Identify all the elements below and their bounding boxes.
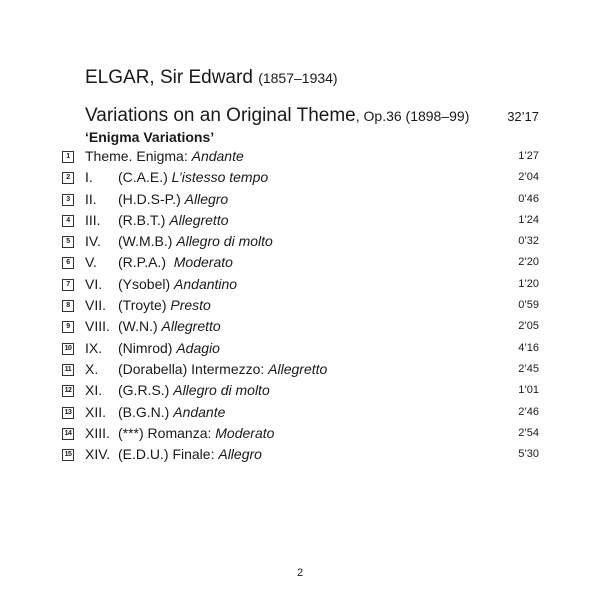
track-title-text: (R.B.T.) xyxy=(118,211,170,228)
track-roman: XII. xyxy=(85,403,107,420)
track-number: 12 xyxy=(64,387,72,395)
track-number: 9 xyxy=(66,323,70,331)
track-tempo: Allegro xyxy=(184,190,229,207)
track-duration: 2’05 xyxy=(518,320,539,333)
track-title xyxy=(118,295,211,316)
track-tempo: Allegro xyxy=(218,446,262,463)
work-heading xyxy=(85,105,539,127)
track-number: 2 xyxy=(66,174,70,182)
track-number-box xyxy=(62,257,74,269)
track-title-text: Theme. Enigma: xyxy=(85,148,192,164)
track-roman: X. xyxy=(85,360,99,377)
track-duration: 1’27 xyxy=(518,150,539,162)
track-title-text: (H.D.S-P.) xyxy=(118,190,185,207)
composer-name: ELGAR, Sir Edward xyxy=(85,67,253,88)
track-row xyxy=(62,167,539,188)
track-row xyxy=(62,252,539,273)
track-number: 4 xyxy=(66,216,70,224)
track-number: 7 xyxy=(66,280,70,288)
track-row xyxy=(62,380,539,401)
track-roman: VII. xyxy=(85,297,107,314)
track-number: 10 xyxy=(64,344,72,352)
track-row xyxy=(62,146,539,167)
track-title-text: (G.R.S.) xyxy=(118,382,174,399)
track-number-box xyxy=(62,364,74,376)
track-duration: 1’01 xyxy=(518,384,539,397)
track-tempo: Andantino xyxy=(174,275,238,292)
track-duration: 1’20 xyxy=(518,277,539,290)
track-number: 14 xyxy=(64,429,72,437)
track-row xyxy=(62,316,539,337)
track-list xyxy=(62,146,539,465)
track-row xyxy=(62,444,539,465)
track-number: 5 xyxy=(66,238,70,246)
track-tempo: Allegro di molto xyxy=(173,382,270,399)
track-title-text: (W.N.) xyxy=(118,318,162,335)
track-row xyxy=(62,295,539,316)
track-tempo: Andante xyxy=(173,403,226,420)
track-title-text: (B.G.N.) xyxy=(118,403,174,420)
track-duration: 2’04 xyxy=(518,171,539,184)
track-duration: 5’30 xyxy=(518,448,539,461)
track-row xyxy=(62,423,539,444)
track-title xyxy=(118,189,228,210)
track-tempo: Moderato xyxy=(173,254,233,271)
track-title xyxy=(118,402,225,423)
track-number-box xyxy=(62,172,74,184)
track-roman: III. xyxy=(85,211,101,228)
track-number-box xyxy=(62,300,74,312)
track-number: 6 xyxy=(66,259,70,267)
track-tempo: Allegretto xyxy=(268,360,328,377)
track-row xyxy=(62,402,539,423)
track-row xyxy=(62,210,539,231)
track-title-text: (C.A.E.) xyxy=(118,169,172,186)
track-row xyxy=(62,274,539,295)
track-number-box xyxy=(62,279,74,291)
track-number-box xyxy=(62,215,74,227)
track-title-text: (Ysobel) xyxy=(118,275,175,292)
track-duration: 0’59 xyxy=(518,299,539,312)
track-duration: 2’54 xyxy=(518,426,539,439)
track-title xyxy=(118,316,221,337)
track-number: 3 xyxy=(66,195,70,203)
track-number: 8 xyxy=(66,302,70,310)
track-roman: XIV. xyxy=(85,446,111,463)
track-roman: VIII. xyxy=(85,318,110,335)
track-number-box xyxy=(62,449,74,461)
track-tempo: Presto xyxy=(170,297,211,314)
track-tempo: Moderato xyxy=(215,424,275,441)
track-number: 15 xyxy=(64,451,72,459)
track-title xyxy=(118,231,273,252)
track-roman: I. xyxy=(85,169,93,186)
track-tempo: Adagio xyxy=(176,339,220,356)
track-number-box xyxy=(62,428,74,440)
work-total-duration: 32’17 xyxy=(507,109,539,124)
composer-dates: (1857–1934) xyxy=(258,70,338,86)
track-title xyxy=(118,380,270,401)
page-number: 2 xyxy=(296,567,304,579)
composer-heading xyxy=(85,67,338,89)
track-title xyxy=(85,146,244,167)
track-tempo: Allegretto xyxy=(161,318,221,335)
work-opus: , Op.36 (1898–99) xyxy=(355,108,470,124)
track-title-text: (Dorabella) Intermezzo: xyxy=(118,360,269,377)
track-roman: IX. xyxy=(85,339,103,356)
track-title xyxy=(118,423,274,444)
track-title xyxy=(118,252,233,273)
track-number-box xyxy=(62,194,74,206)
track-duration: 4’16 xyxy=(518,341,539,354)
track-title xyxy=(118,359,327,380)
track-tempo: Allegro di molto xyxy=(176,233,273,250)
track-title-text: (R.P.A.) xyxy=(118,254,174,271)
track-number-box xyxy=(62,236,74,248)
track-duration: 2’20 xyxy=(518,256,539,269)
track-title xyxy=(118,338,220,359)
track-duration: 2’45 xyxy=(518,362,539,375)
track-tempo: Allegretto xyxy=(169,211,229,228)
track-number-box xyxy=(62,385,74,397)
track-number: 1 xyxy=(66,153,70,160)
work-title: Variations on an Original Theme xyxy=(85,105,356,126)
track-title-text: (E.D.U.) Finale: xyxy=(118,446,219,463)
track-duration: 1’24 xyxy=(518,213,539,226)
track-row xyxy=(62,189,539,210)
track-title xyxy=(118,274,237,295)
track-number: 11 xyxy=(64,365,72,373)
track-roman: XIII. xyxy=(85,424,110,441)
track-title-text: (W.M.B.) xyxy=(118,233,177,250)
work-subtitle: ‘Enigma Variations’ xyxy=(85,129,215,145)
track-number-box xyxy=(62,321,74,333)
track-tempo: Andante xyxy=(191,148,244,164)
track-number-box xyxy=(62,151,74,163)
track-number-box xyxy=(62,407,74,419)
track-duration: 0’32 xyxy=(518,235,539,248)
track-title xyxy=(118,444,262,465)
track-row xyxy=(62,231,539,252)
track-title xyxy=(118,167,268,188)
track-number-box xyxy=(62,343,74,355)
track-roman: II. xyxy=(85,190,97,207)
track-tempo: L’istesso tempo xyxy=(171,169,269,186)
track-title-text: (***) Romanza: xyxy=(118,424,216,441)
track-roman: V. xyxy=(85,254,97,271)
track-row xyxy=(62,359,539,380)
track-roman: IV. xyxy=(85,233,101,250)
track-number: 13 xyxy=(64,408,72,416)
track-title-text: (Troyte) xyxy=(118,297,171,314)
track-roman: VI. xyxy=(85,275,103,292)
track-duration: 0’46 xyxy=(518,192,539,205)
track-title-text: (Nimrod) xyxy=(118,339,177,356)
track-title xyxy=(118,210,229,231)
track-row xyxy=(62,338,539,359)
track-duration: 2’46 xyxy=(518,405,539,418)
track-roman: XI. xyxy=(85,382,103,399)
